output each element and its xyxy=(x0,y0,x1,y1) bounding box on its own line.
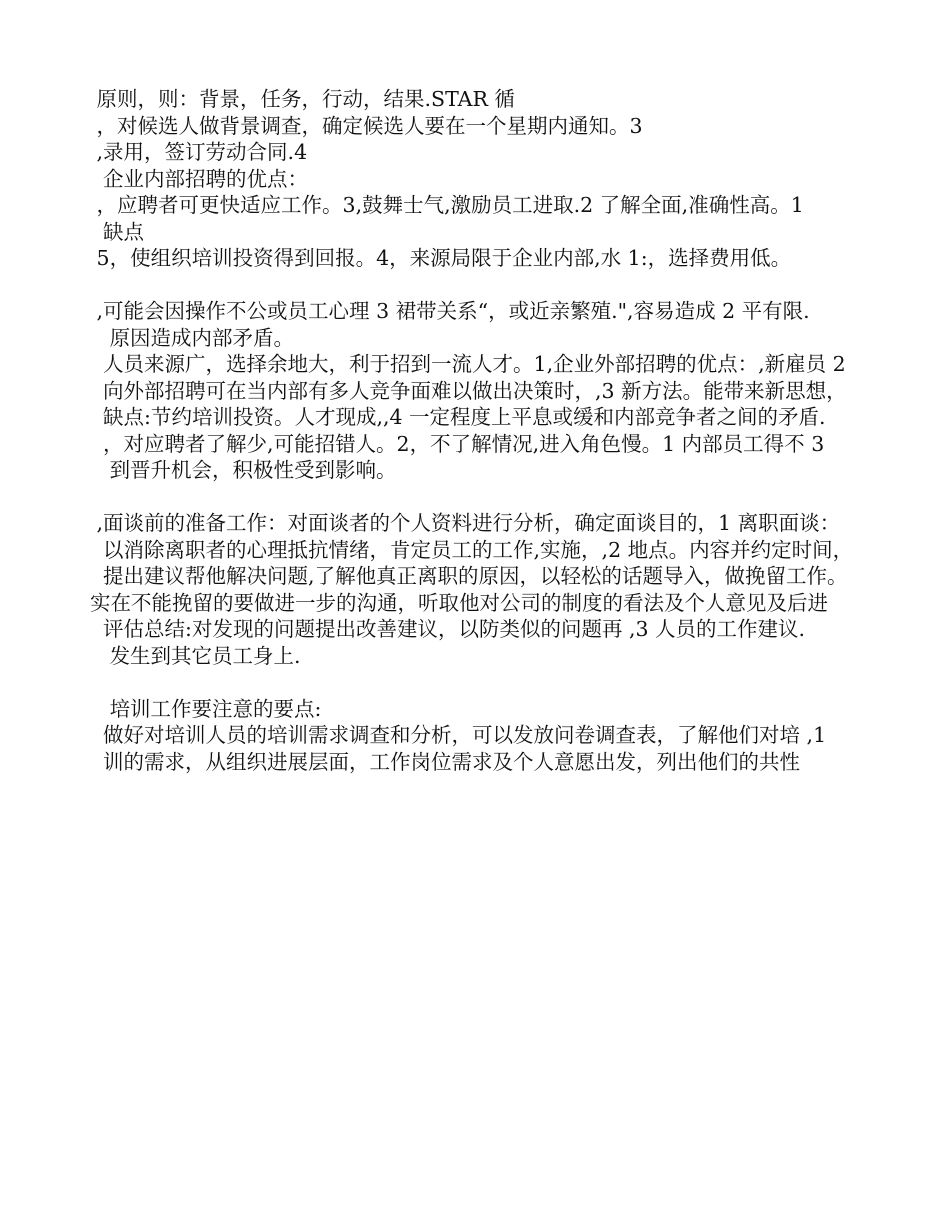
paragraph-gap xyxy=(90,484,865,511)
text-line: ,可能会因操作不公或员工心理 3 裙带关系“，或近亲繁殖.",容易造成 2 平有限. xyxy=(90,299,810,323)
text-line: 原则，则：背景，任务，行动，结果.STAR 循 xyxy=(90,87,515,111)
text-line: 缺点 xyxy=(90,219,145,244)
text-line: 以消除离职者的心理抵抗情绪，肯定员工的工作,实施，,2 地点。内容并约定时间， xyxy=(90,537,854,562)
section-recruitment-process xyxy=(90,86,865,272)
section-training-points xyxy=(90,696,865,776)
text-line: ，对候选人做背景调查，确定候选人要在一个星期内通知。3 xyxy=(90,113,643,138)
text-line: 向外部招聘可在当内部有多人竞争面难以做出决策时，,3 新方法。能带来新思想， xyxy=(90,378,847,403)
text-line: ，应聘者可更快适应工作。3,鼓舞士气,激励员工进取.2 了解全面,准确性高。1 xyxy=(90,193,804,217)
document-page xyxy=(90,86,865,775)
paragraph-gap xyxy=(90,669,865,696)
text-line: 缺点:节约培训投资。人才现成,,4 一定程度上平息或缓和内部竞争者之间的矛盾. xyxy=(90,405,826,429)
section-external-recruitment xyxy=(90,298,865,484)
text-line: 培训工作要注意的要点: xyxy=(90,696,322,721)
text-line: 评估总结:对发现的问题提出改善建议，以防类似的问题再 ,3 人员的工作建议. xyxy=(90,617,806,641)
text-line: 原因造成内部矛盾。 xyxy=(90,325,295,350)
section-exit-interview xyxy=(90,510,865,669)
text-line: 人员来源广，选择余地大，利于招到一流人才。1,企业外部招聘的优点：,新雇员 2 xyxy=(90,352,846,376)
text-line: 5，使组织培训投资得到回报。4，来源局限于企业内部,水 1:，选择费用低。 xyxy=(90,246,792,270)
text-line: ,面谈前的准备工作：对面谈者的个人资料进行分析，确定面谈目的，1 离职面谈： xyxy=(90,511,841,535)
text-line: ,录用，签订劳动合同.4 xyxy=(90,140,308,164)
text-line: 发生到其它员工身上. xyxy=(90,643,301,668)
text-line: 企业内部招聘的优点： xyxy=(90,166,309,191)
paragraph-gap xyxy=(90,272,865,299)
text-line: 训的需求，从组织进展层面，工作岗位需求及个人意愿出发，列出他们的共性 xyxy=(90,749,801,774)
text-line: 到晋升机会，积极性受到影响。 xyxy=(90,458,397,482)
text-line: 做好对培训人员的培训需求调查和分析，可以发放问卷调查表，了解他们对培 ,1 xyxy=(90,723,827,747)
text-line: 提出建议帮他解决问题,了解他真正离职的原因，以轻松的话题导入，做挽留工作。 xyxy=(90,564,848,588)
text-line: ，对应聘者了解少,可能招错人。2，不了解情况,进入角色慢。1 内部员工得不 3 xyxy=(90,431,825,456)
text-line: 实在不能挽留的要做进一步的沟通，听取他对公司的制度的看法及个人意见及后进 xyxy=(90,590,828,615)
